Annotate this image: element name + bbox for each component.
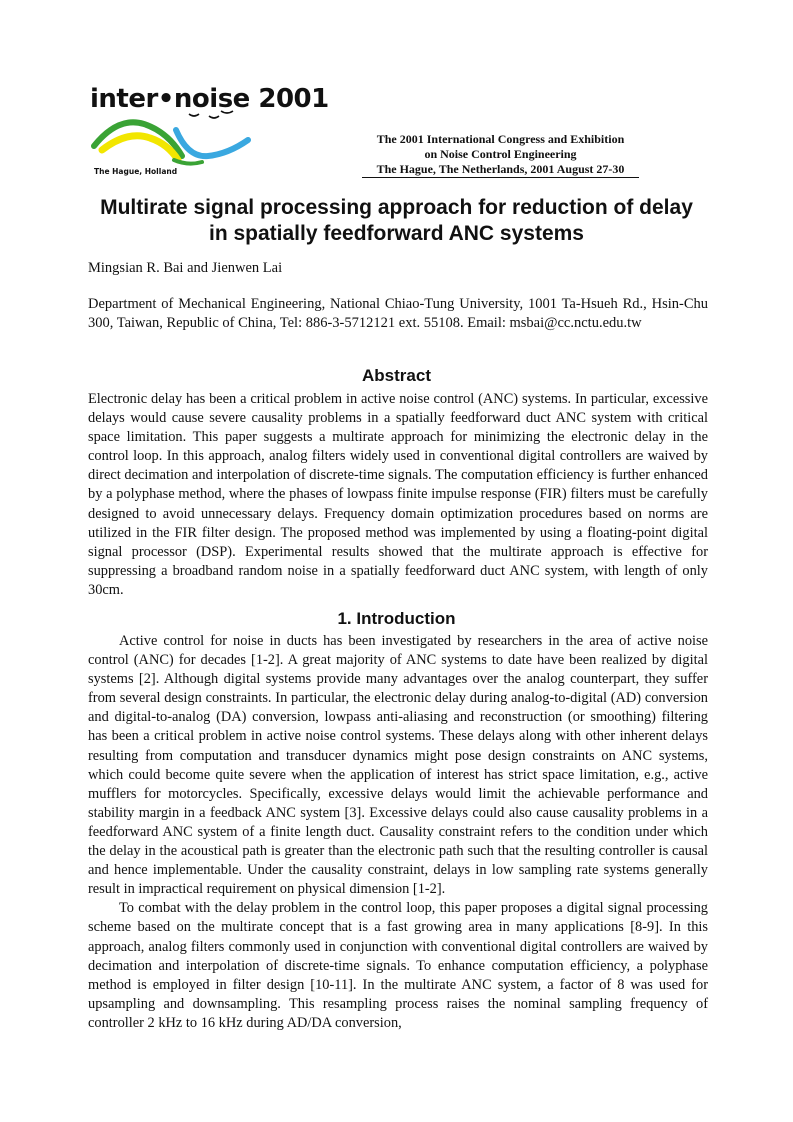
header-rule [362,177,639,178]
affiliation: Department of Mechanical Engineering, National Chiao-Tung University, 1001 Ta-Hsueh Rd., Hsin-Chu 300, Taiwan, Republic of China, Tel: 886-3-5712121 ext. 55108. Email: msbai@cc.nctu.edu.tw [88,296,708,331]
title-line-1: Multirate signal processing approach for reduction of delay [100,196,693,219]
logo-waves-icon [88,110,258,170]
introduction-body [88,632,708,1033]
title-line-2: in spatially feedforward ANC systems [208,222,584,245]
conference-line-2: on Noise Control Engineering [424,147,577,161]
authors: Mingsian R. Bai and Jienwen Lai [88,260,283,276]
logo-title: inter•noise 2001 [90,84,329,114]
abstract-text: Electronic delay has been a critical problem in active noise control (ANC) systems. In particular, excessive delays would cause severe causality problems in a spatially feedforward duct ANC system with critical space limitation. This paper suggests a multirate approach for minimizing the electronic delay in the control loop. In this approach, analog filters widely used in conventional digital controllers are waived by direct decimation and interpolation of discrete-time signals. The computation efficiency is further enhanced by a polyphase method, where the phases of lowpass finite impulse response (FIR) filters must be carefully designed to avoid unnecessary delays. Frequency domain optimization procedures based on norms are utilized in the FIR filter design. The proposed method was implemented by using a floating-point digital signal processor (DSP). Experimental results showed that the multirate approach is effective for suppressing a broadband random noise in a spatially feedforward duct ANC system, with length of only 30cm. [88,391,708,598]
abstract-heading: Abstract [362,366,431,385]
logo-city: The Hague, Holland [94,167,178,176]
paper-title [88,195,705,247]
conference-line-3: The Hague, The Netherlands, 2001 August 27-30 [376,162,625,176]
conference-logo [88,84,329,180]
introduction-paragraph-1: Active control for noise in ducts has been investigated by researchers in the area of active noise control (ANC) for decades [1-2]. A great majority of ANC systems to date have been realized by digital systems [2]. Although digital systems provide many advantages over the analog counterpart, they suffer from several design constraints. In particular, the electronic delay during analog-to-digital (AD) conversion and digital-to-analog (DA) conversion, lowpass anti-aliasing and reconstruction (or smoothing) filtering has been a critical problem in active noise control systems. These delays along with other inherent delays resulting from computation and transducer dynamics might pose design constraints on ANC systems, which could become quite severe when the application of interest has strict space limitation, e.g., active mufflers for motorcycles. Specifically, excessive delays would limit the achievable performance and stability margin in a feedback ANC system [3]. Excessive delays could also cause causality problems in a feedforward ANC system of a finite length duct. Causality constraint refers to the condition under which the delay in the acoustical path is greater than the electronic path such that the resulting controller is causal and hence implementable. Under the causality constraint, delays in low sampling rate systems generally result in impractical requirement on physical dimension [1-2]. [88,633,708,898]
conference-info [362,132,639,177]
conference-line-1: The 2001 International Congress and Exhibition [376,132,625,146]
introduction-paragraph-2: To combat with the delay problem in the control loop, this paper proposes a digital signal processing scheme based on the multirate concept that is a fast growing area in many applications [8-9]. In this approach, analog filters commonly used in conjunction with conventional digital controllers are waived by decimation and interpolation of discrete-time signals. To enhance computation efficiency, a polyphase method is employed in filter design [10-11]. In the multirate ANC system, a factor of 8 was used for upsampling and downsampling. This resampling process raises the nominal sampling frequency of controller 2 kHz to 16 kHz during AD/DA conversion, [88,900,708,1031]
introduction-heading: 1. Introduction [337,609,456,628]
